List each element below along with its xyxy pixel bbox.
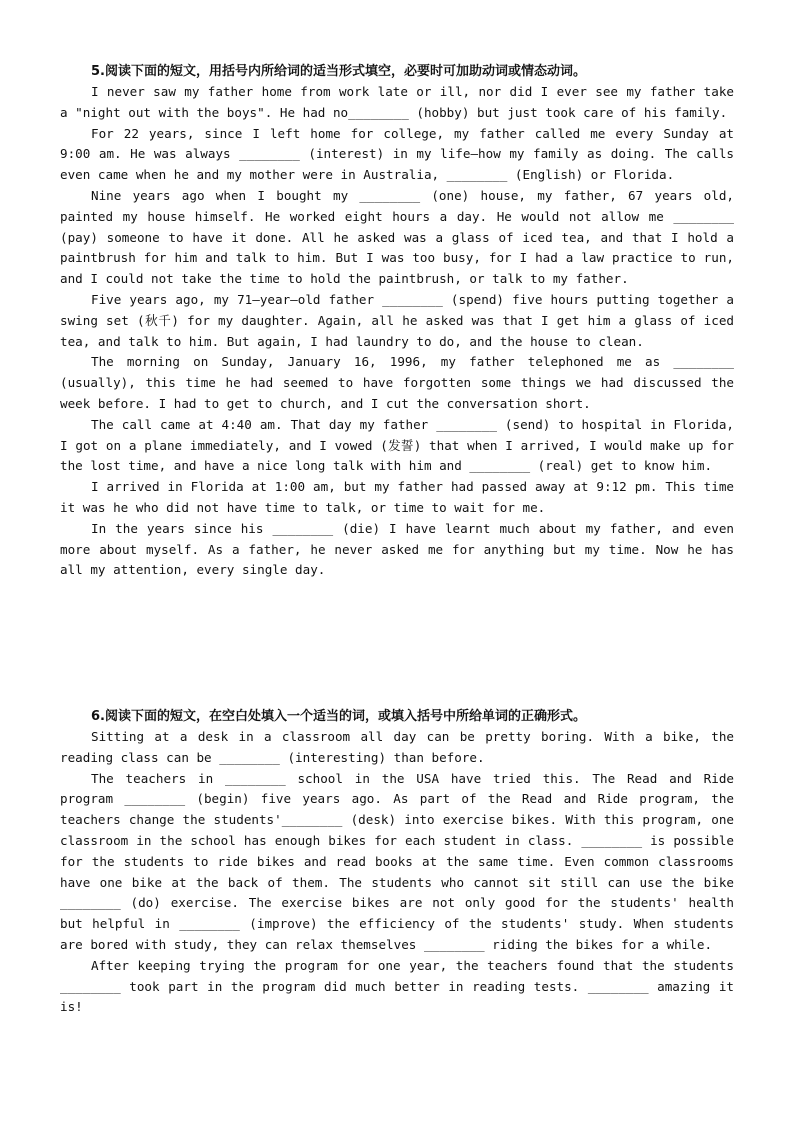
exercise-5-paragraph: Nine years ago when I bought my ________ (one) house, my father, 67 years old, painted my house himself. He worked eight hours a day. He would not allow me ________ (pay) someone to have it done. All he asked was a glass of iced tea, and that I hold a paintbrush for him and talk to him. But I was too busy, for I had a law practice to run, and I could not take the time to hold the paintbrush, or talk to my father. — [60, 187, 734, 287]
exercise-6-paragraph: The teachers in ________ school in the USA have tried this. The Read and Ride program ________ (begin) five years ago. As part of the Read and Ride program, the teachers change the students'________ (desk) into exercise bikes. With this program, one classroom in the school has enough bikes for each student in class. ________ is possible for the students to ride bikes and read books at the same time. Even common classrooms have one bike at the back of them. The students who cannot sit still can use the bike ________ (do) exercise. The exercise bikes are not only good for the students' health but helpful in ________ (improve) the efficiency of the students' study. When students are bored with study, they can relax themselves ________ riding the bikes for a while. — [60, 770, 734, 952]
exercise-5-paragraph: I never saw my father home from work late or ill, nor did I ever see my father take a "night out with the boys". He had no________ (hobby) but just took care of his family. — [60, 84, 734, 120]
exercise-6-paragraph: After keeping trying the program for one year, the teachers found that the students ________ took part in the program did much better in reading tests. ________ amazing it is! — [60, 957, 734, 1015]
exercise-6-heading: 6.阅读下面的短文，在空白处填入一个适当的词，或填入括号中所给单词的正确形式。 — [91, 709, 586, 724]
exercise-5-paragraph: I arrived in Florida at 1:00 am, but my father had passed away at 9:12 pm. This time it was he who did not have time to talk, or time to wait for me. — [60, 479, 734, 515]
exercise-5-paragraph: The morning on Sunday, January 16, 1996, my father telephoned me as ________ (usually), this time he had seemed to have forgotten some things we had discussed the week before. I had to get to church, and I cut the conversation short. — [60, 354, 734, 411]
exercise-5-paragraph: The call came at 4:40 am. That day my father ________ (send) to hospital in Florida, I got on a plane immediately, and I vowed (发誓) that when I arrived, I would make up for the lost time, and have a nice long talk with him and ________ (real) get to know him. — [60, 416, 734, 474]
exercise-5 — [60, 61, 734, 581]
exercise-6 — [60, 706, 734, 1018]
exercise-5-paragraph: For 22 years, since I left home for college, my father called me every Sunday at 9:00 am. He was always ________ (interest) in my life—how my family as doing. The calls even came when he and my mother were in Australia, ________ (English) or Florida. — [60, 125, 734, 183]
exercise-5-paragraph: In the years since his ________ (die) I have learnt much about my father, and even more about myself. As a father, he never asked me for anything but my time. Now he has all my attention, every single day. — [60, 520, 734, 578]
exercise-5-heading: 5.阅读下面的短文，用括号内所给词的适当形式填空，必要时可加助动词或情态动词。 — [91, 64, 586, 79]
exercise-5-paragraph: Five years ago, my 71—year—old father ________ (spend) five hours putting together a swing set (秋千) for my daughter. Again, all he asked was that I get him a glass of iced tea, and talk to him. But again, I had laundry to do, and the house to clean. — [60, 291, 734, 349]
exercise-6-paragraph: Sitting at a desk in a classroom all day can be pretty boring. With a bike, the reading class can be ________ (interesting) than before. — [60, 729, 734, 765]
